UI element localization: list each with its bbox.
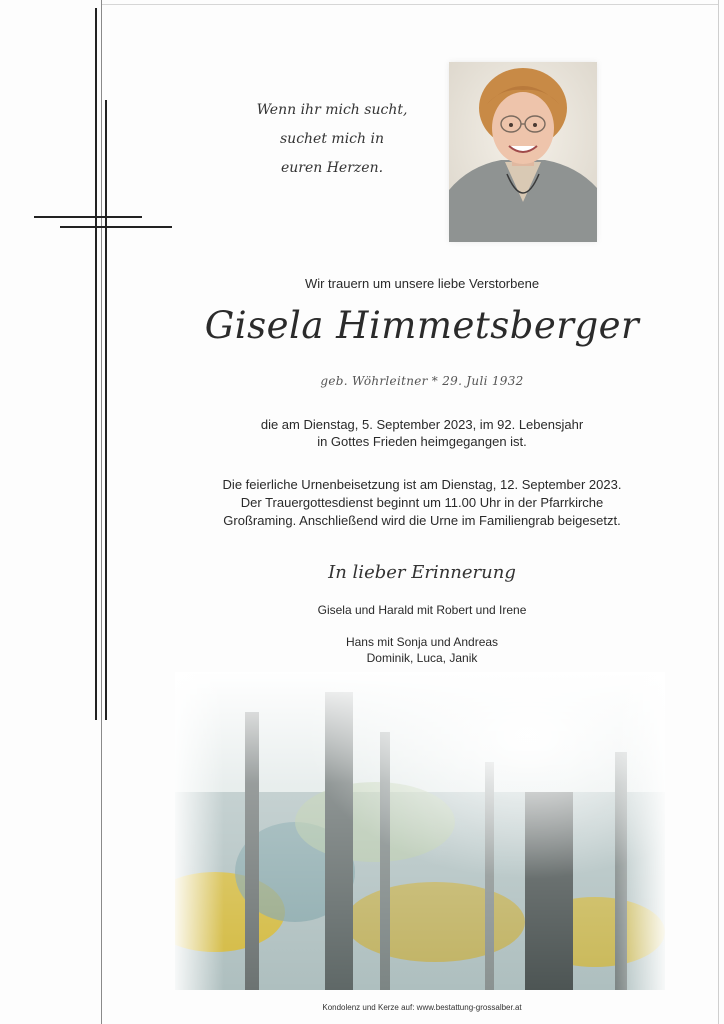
quote-line: euren Herzen. [280, 160, 384, 176]
funeral-line: Der Trauergottesdienst beginnt um 11.00 Uhr in der Pfarrkirche [240, 495, 604, 510]
intro-text: Wir trauern um unsere liebe Verstorbene [304, 276, 540, 291]
death-notice-line: die am Dienstag, 5. September 2023, im 92. Lebensjahr [260, 417, 584, 432]
funeral-line: Großraming. Anschließend wird die Urne im Familiengrab beigesetzt. [223, 513, 621, 528]
deceased-name: Gisela Himmetsberger [204, 304, 640, 347]
page-edge-left [101, 0, 102, 1024]
footer-condolence: Kondolenz und Kerze auf: www.bestattung-grossalber.at [322, 1003, 522, 1012]
mourner-line: Hans mit Sonja und Andreas [345, 635, 499, 649]
page-edge-top [101, 4, 718, 5]
birth-line: geb. Wöhrleitner * 29. Juli 1932 [320, 374, 524, 388]
funeral-details [185, 476, 659, 530]
portrait-photo [449, 62, 597, 242]
mourner-line: Gisela und Harald mit Robert und Irene [317, 603, 527, 617]
memory-heading: In lieber Erinnerung [328, 562, 516, 583]
death-notice [185, 416, 659, 450]
quote-line: Wenn ihr mich sucht, [256, 102, 408, 118]
memorial-quote [232, 96, 432, 183]
death-notice-line: in Gottes Frieden heimgegangen ist. [317, 434, 527, 449]
mourner-line: Dominik, Luca, Janik [366, 651, 478, 665]
quote-line: suchet mich in [280, 131, 384, 147]
forest-image [175, 672, 665, 990]
funeral-line: Die feierliche Urnenbeisetzung ist am Dienstag, 12. September 2023. [222, 477, 622, 492]
page-edge-right [718, 0, 719, 1024]
